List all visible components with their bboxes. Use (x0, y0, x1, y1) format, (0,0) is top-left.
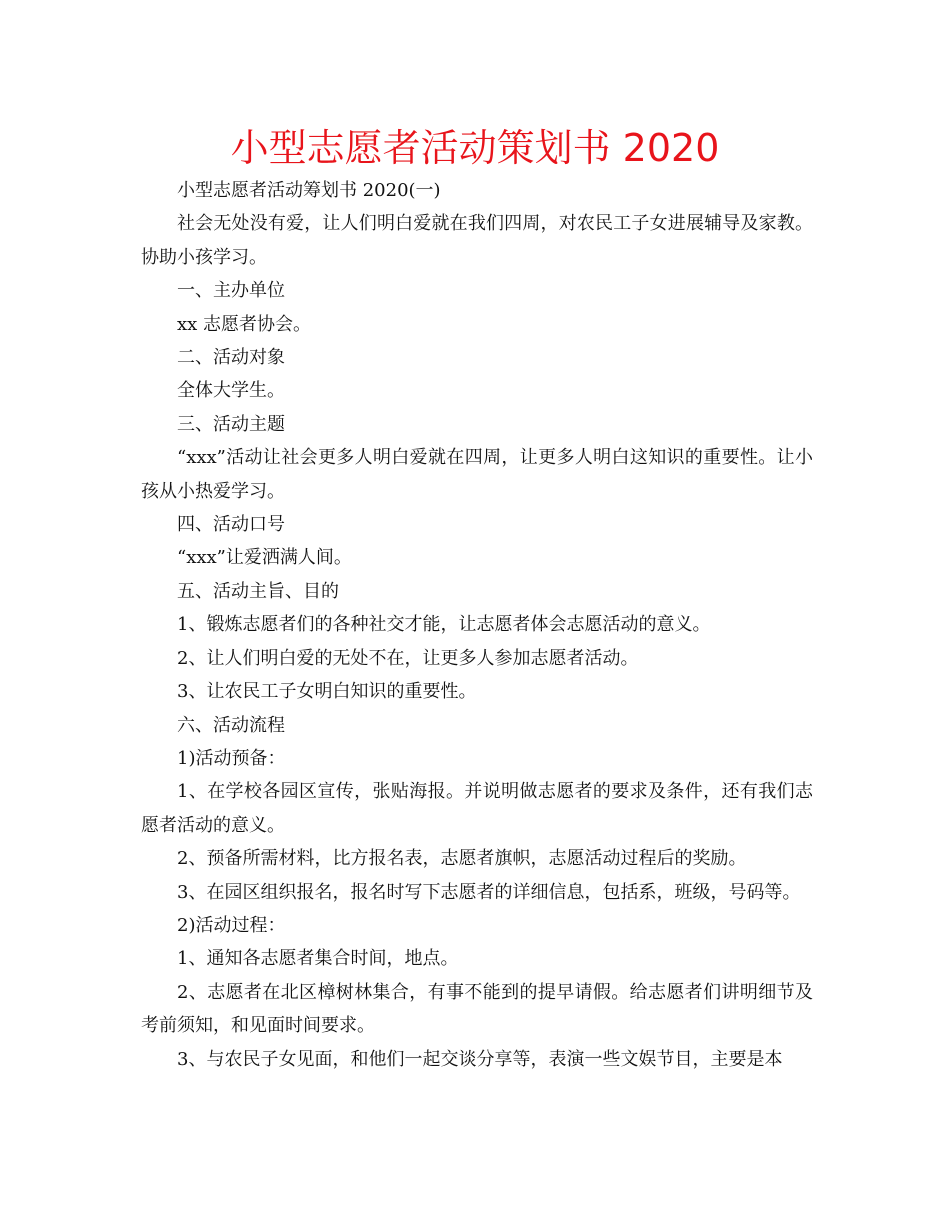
subtitle-line: 小型志愿者活动筹划书 2020(一) (177, 180, 441, 201)
section-heading: 二、活动对象 (177, 347, 285, 369)
list-item: 1、在学校各园区宣传，张贴海报。并说明做志愿者的要求及条件，还有我们志愿者活动的意义。 (141, 781, 813, 836)
list-item: 3、与农民子女见面，和他们一起交谈分享等，表演一些文娱节目，主要是本 (177, 1048, 783, 1070)
paragraph: xx 志愿者协会。 (177, 313, 312, 335)
section-heading: 六、活动流程 (177, 714, 285, 736)
section-heading: 五、活动主旨、目的 (177, 580, 339, 602)
document-body (141, 174, 813, 1076)
section-heading: 四、活动口号 (177, 514, 285, 536)
list-item: 2、让人们明白爱的无处不在，让更多人参加志愿者活动。 (177, 647, 639, 669)
list-item: 2、预备所需材料，比方报名表，志愿者旗帜，志愿活动过程后的奖励。 (177, 848, 747, 870)
list-item: 1、通知各志愿者集合时间，地点。 (177, 948, 459, 970)
section-heading: 一、主办单位 (177, 280, 285, 302)
paragraph: 全体大学生。 (177, 380, 285, 402)
paragraph: 社会无处没有爱，让人们明白爱就在我们四周，对农民工子女进展辅导及家教。协助小孩学习。 (141, 213, 813, 268)
list-item: 1、锻炼志愿者们的各种社交才能，让志愿者体会志愿活动的意义。 (177, 614, 711, 636)
list-item: 3、在园区组织报名，报名时写下志愿者的详细信息，包括系，班级，号码等。 (177, 881, 801, 903)
sub-heading: 1)活动预备： (177, 747, 286, 769)
list-item: 3、让农民工子女明白知识的重要性。 (177, 681, 477, 703)
paragraph: “xxx”让爱洒满人间。 (177, 547, 352, 569)
document-title: 小型志愿者活动策划书 2020 (230, 126, 720, 170)
sub-heading: 2)活动过程： (177, 914, 286, 936)
section-heading: 三、活动主题 (177, 413, 285, 435)
paragraph: “xxx”活动让社会更多人明白爱就在四周，让更多人明白这知识的重要性。让小孩从小热爱学习。 (141, 447, 813, 502)
list-item: 2、志愿者在北区樟树林集合，有事不能到的提早请假。给志愿者们讲明细节及考前须知，和见面时间要求。 (141, 981, 813, 1037)
